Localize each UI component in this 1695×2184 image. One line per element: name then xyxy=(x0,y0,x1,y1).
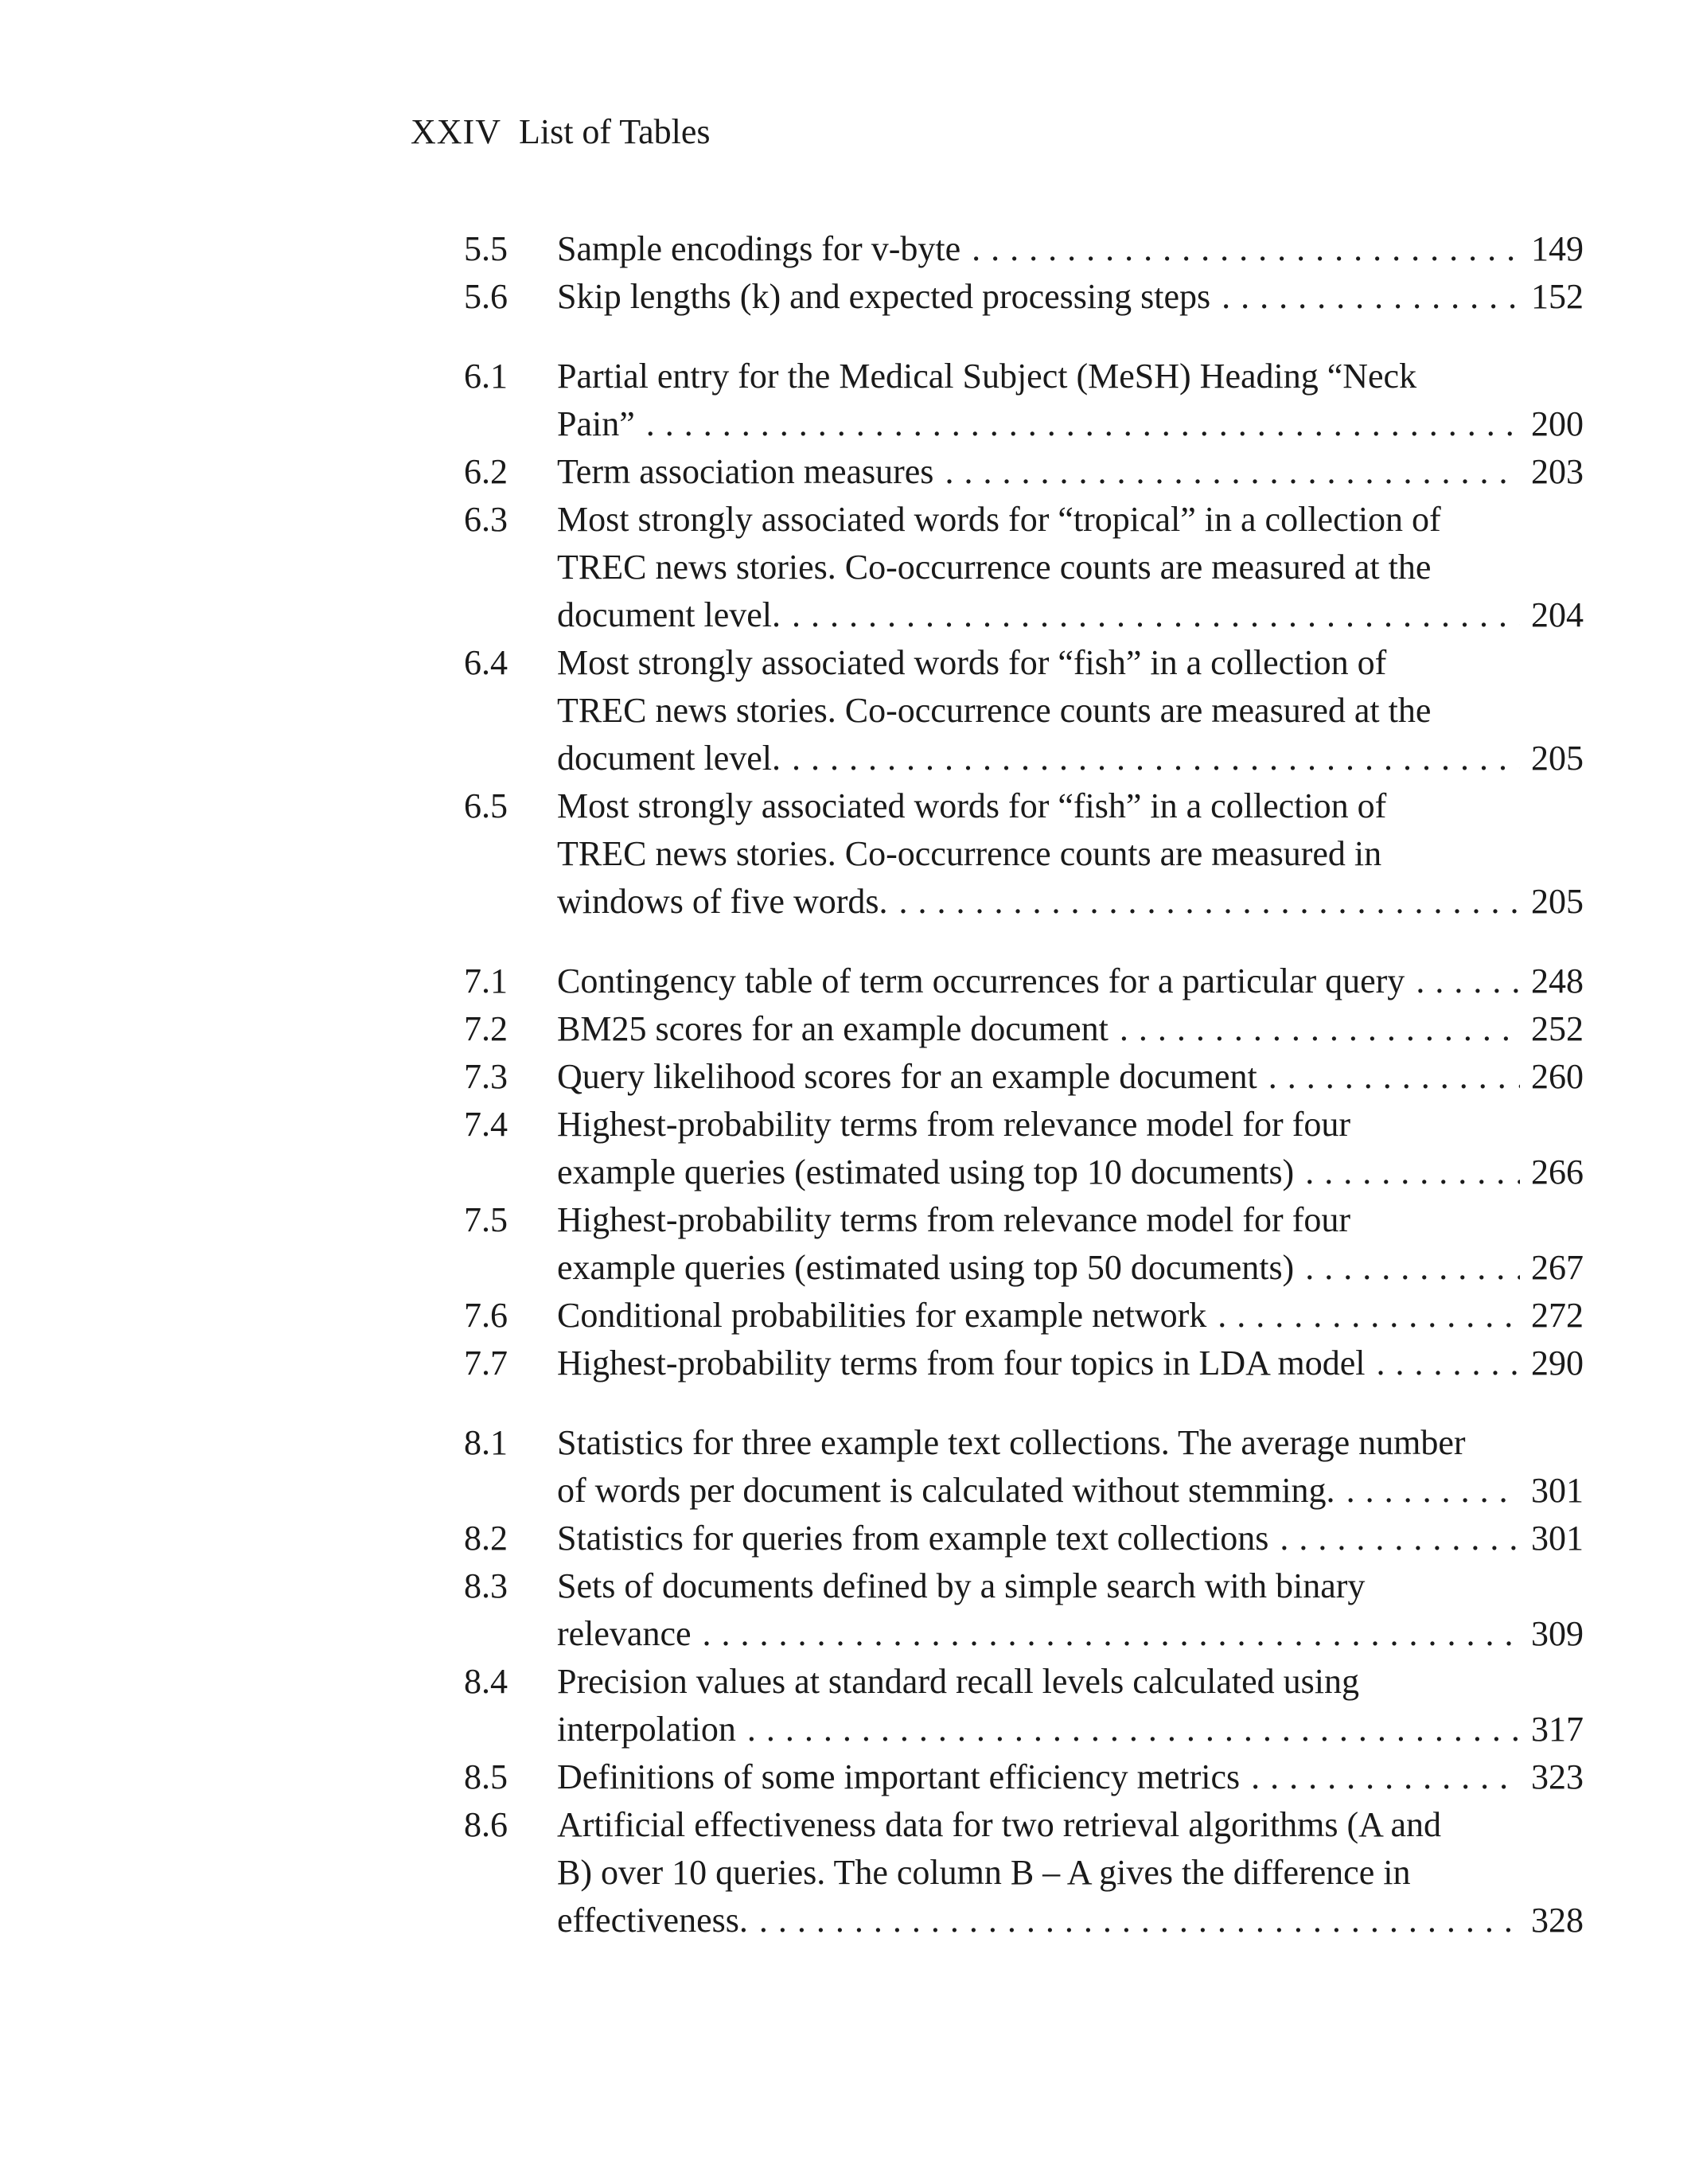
running-header xyxy=(411,111,711,152)
dot-leader xyxy=(792,591,1520,639)
caption-line: Most strongly associated words for “fish” in a collection of xyxy=(557,786,1387,825)
dot-leader xyxy=(1120,1005,1520,1053)
dot-leader xyxy=(1305,1244,1520,1292)
caption-last-line xyxy=(557,1467,1584,1515)
page-number[interactable]: 328 xyxy=(1531,1901,1584,1940)
caption-line: Precision values at standard recall levels calculated using xyxy=(557,1662,1359,1701)
caption-last-line xyxy=(557,400,1584,448)
table-number: 7.2 xyxy=(464,1009,508,1048)
caption-line-end: effectiveness. xyxy=(557,1901,748,1940)
page-number-roman: XXIV xyxy=(411,112,501,151)
table-caption xyxy=(557,225,1584,273)
caption-line: TREC news stories. Co-occurrence counts are measured in xyxy=(557,834,1382,873)
table-caption xyxy=(557,1753,1584,1801)
table-number: 7.5 xyxy=(464,1200,508,1239)
caption-last-line xyxy=(557,878,1584,926)
page-number[interactable]: 266 xyxy=(1531,1152,1584,1191)
table-entry[interactable] xyxy=(464,496,1584,639)
caption-last-line xyxy=(557,1340,1584,1387)
caption-line-end: Skip lengths (k) and expected processing steps xyxy=(557,277,1211,316)
table-caption xyxy=(557,1419,1584,1515)
table-entry[interactable] xyxy=(464,1658,1584,1753)
caption-last-line xyxy=(557,448,1584,496)
running-title: List of Tables xyxy=(518,112,711,151)
table-entry[interactable] xyxy=(464,1515,1584,1562)
page-number[interactable]: 252 xyxy=(1531,1009,1584,1048)
dot-leader xyxy=(1416,957,1520,1005)
page-number[interactable]: 260 xyxy=(1531,1057,1584,1096)
table-entry[interactable] xyxy=(464,1801,1584,1944)
page-number[interactable]: 205 xyxy=(1531,739,1584,778)
table-caption xyxy=(557,1658,1584,1753)
table-entry[interactable] xyxy=(464,1419,1584,1515)
table-caption xyxy=(557,1562,1584,1658)
caption-line: Highest-probability terms from relevance model for four xyxy=(557,1200,1351,1239)
table-number: 8.1 xyxy=(464,1423,508,1462)
dot-leader xyxy=(972,225,1520,273)
table-entry[interactable] xyxy=(464,1562,1584,1658)
table-caption xyxy=(557,273,1584,321)
dot-leader xyxy=(646,400,1520,448)
dot-leader xyxy=(899,878,1520,926)
dot-leader xyxy=(1218,1292,1520,1340)
dot-leader xyxy=(703,1610,1520,1658)
caption-line-end: Term association measures xyxy=(557,452,934,491)
page-number[interactable]: 205 xyxy=(1531,882,1584,921)
page-number[interactable]: 290 xyxy=(1531,1344,1584,1383)
page-number[interactable]: 152 xyxy=(1531,277,1584,316)
table-entry[interactable] xyxy=(464,957,1584,1005)
table-number: 8.3 xyxy=(464,1566,508,1605)
list-of-tables xyxy=(464,225,1584,1944)
caption-last-line xyxy=(557,273,1584,321)
caption-line-end: BM25 scores for an example document xyxy=(557,1009,1109,1048)
table-number: 7.6 xyxy=(464,1296,508,1335)
page-number[interactable]: 309 xyxy=(1531,1614,1584,1653)
page-number[interactable]: 272 xyxy=(1531,1296,1584,1335)
caption-line: TREC news stories. Co-occurrence counts are measured at the xyxy=(557,548,1432,587)
caption-line-end: Statistics for queries from example text collections xyxy=(557,1519,1269,1558)
caption-line: Artificial effectiveness data for two retrieval algorithms (A and xyxy=(557,1805,1441,1844)
table-caption xyxy=(557,782,1584,926)
dot-leader xyxy=(945,448,1520,496)
table-caption xyxy=(557,448,1584,496)
table-caption xyxy=(557,1801,1584,1944)
caption-line-end: Conditional probabilities for example network xyxy=(557,1296,1207,1335)
dot-leader xyxy=(1222,273,1520,321)
caption-line: Partial entry for the Medical Subject (MeSH) Heading “Neck xyxy=(557,357,1417,396)
table-entry[interactable] xyxy=(464,1292,1584,1340)
dot-leader xyxy=(1346,1467,1520,1515)
caption-line-end: Pain” xyxy=(557,404,635,443)
caption-line: Most strongly associated words for “fish” in a collection of xyxy=(557,643,1387,682)
table-number: 7.7 xyxy=(464,1344,508,1383)
caption-last-line xyxy=(557,1005,1584,1053)
table-number: 6.2 xyxy=(464,452,508,491)
caption-last-line xyxy=(557,957,1584,1005)
table-entry[interactable] xyxy=(464,273,1584,321)
page-number[interactable]: 301 xyxy=(1531,1519,1584,1558)
table-caption xyxy=(557,1101,1584,1196)
caption-line-end: document level. xyxy=(557,739,781,778)
caption-last-line xyxy=(557,1053,1584,1101)
table-caption xyxy=(557,353,1584,448)
table-caption xyxy=(557,957,1584,1005)
table-number: 7.3 xyxy=(464,1057,508,1096)
table-entry[interactable] xyxy=(464,1053,1584,1101)
table-number: 5.5 xyxy=(464,229,508,268)
caption-last-line xyxy=(557,735,1584,782)
caption-line-end: of words per document is calculated without stemming. xyxy=(557,1471,1335,1510)
table-number: 8.4 xyxy=(464,1662,508,1701)
table-caption xyxy=(557,1196,1584,1292)
caption-last-line xyxy=(557,1610,1584,1658)
caption-line-end: example queries (estimated using top 50 documents) xyxy=(557,1248,1295,1287)
table-entry[interactable] xyxy=(464,448,1584,496)
caption-last-line xyxy=(557,591,1584,639)
table-entry[interactable] xyxy=(464,782,1584,926)
caption-last-line xyxy=(557,1244,1584,1292)
caption-line: Statistics for three example text collections. The average number xyxy=(557,1423,1466,1462)
group-separator xyxy=(464,321,1584,353)
page-number[interactable]: 204 xyxy=(1531,595,1584,634)
table-caption xyxy=(557,1053,1584,1101)
table-number: 6.3 xyxy=(464,500,508,539)
table-caption xyxy=(557,1340,1584,1387)
table-entry[interactable] xyxy=(464,353,1584,448)
caption-last-line xyxy=(557,1753,1584,1801)
dot-leader xyxy=(747,1706,1520,1753)
caption-line-end: Highest-probability terms from four topics in LDA model xyxy=(557,1344,1366,1383)
caption-last-line xyxy=(557,1515,1584,1562)
caption-last-line xyxy=(557,1149,1584,1196)
table-number: 8.2 xyxy=(464,1519,508,1558)
caption-line: Most strongly associated words for “tropical” in a collection of xyxy=(557,500,1441,539)
dot-leader xyxy=(1280,1515,1520,1562)
table-number: 7.1 xyxy=(464,961,508,1000)
caption-line-end: interpolation xyxy=(557,1710,736,1749)
caption-line-end: Definitions of some important efficiency metrics xyxy=(557,1757,1241,1796)
caption-line-end: Sample encodings for v-byte xyxy=(557,229,961,268)
table-number: 6.1 xyxy=(464,357,508,396)
table-number: 8.6 xyxy=(464,1805,508,1844)
table-number: 6.5 xyxy=(464,786,508,825)
dot-leader xyxy=(759,1897,1520,1944)
page-number[interactable]: 248 xyxy=(1531,961,1584,1000)
table-caption xyxy=(557,639,1584,782)
table-caption xyxy=(557,496,1584,639)
caption-last-line xyxy=(557,1897,1584,1944)
table-entry[interactable] xyxy=(464,639,1584,782)
page-number[interactable]: 301 xyxy=(1531,1471,1584,1510)
table-number: 8.5 xyxy=(464,1757,508,1796)
caption-line: Sets of documents defined by a simple search with binary xyxy=(557,1566,1366,1605)
table-caption xyxy=(557,1515,1584,1562)
dot-leader xyxy=(792,735,1520,782)
table-entry[interactable] xyxy=(464,1196,1584,1292)
table-entry[interactable] xyxy=(464,1101,1584,1196)
table-number: 6.4 xyxy=(464,643,508,682)
caption-line-end: example queries (estimated using top 10 documents) xyxy=(557,1152,1295,1191)
table-entry[interactable] xyxy=(464,225,1584,273)
group-separator xyxy=(464,1387,1584,1419)
table-entry[interactable] xyxy=(464,1753,1584,1801)
caption-line-end: relevance xyxy=(557,1614,692,1653)
caption-last-line xyxy=(557,1706,1584,1753)
table-caption xyxy=(557,1005,1584,1053)
page-number[interactable]: 200 xyxy=(1531,404,1584,443)
caption-line: TREC news stories. Co-occurrence counts are measured at the xyxy=(557,691,1432,730)
dot-leader xyxy=(1377,1340,1520,1387)
caption-last-line xyxy=(557,1292,1584,1340)
caption-line-end: document level. xyxy=(557,595,781,634)
dot-leader xyxy=(1305,1149,1520,1196)
page-number[interactable]: 323 xyxy=(1531,1757,1584,1796)
caption-line: Highest-probability terms from relevance model for four xyxy=(557,1105,1351,1144)
group-separator xyxy=(464,926,1584,957)
page-number[interactable]: 203 xyxy=(1531,452,1584,491)
table-entry[interactable] xyxy=(464,1005,1584,1053)
caption-line: B) over 10 queries. The column B – A gives the difference in xyxy=(557,1853,1411,1892)
caption-line-end: windows of five words. xyxy=(557,882,888,921)
dot-leader xyxy=(1268,1053,1520,1101)
dot-leader xyxy=(1251,1753,1520,1801)
table-number: 7.4 xyxy=(464,1105,508,1144)
page-number[interactable]: 149 xyxy=(1531,229,1584,268)
page-number[interactable]: 317 xyxy=(1531,1710,1584,1749)
caption-line-end: Query likelihood scores for an example document xyxy=(557,1057,1257,1096)
table-caption xyxy=(557,1292,1584,1340)
caption-last-line xyxy=(557,225,1584,273)
table-entry[interactable] xyxy=(464,1340,1584,1387)
table-number: 5.6 xyxy=(464,277,508,316)
caption-line-end: Contingency table of term occurrences for a particular query xyxy=(557,961,1405,1000)
page-number[interactable]: 267 xyxy=(1531,1248,1584,1287)
